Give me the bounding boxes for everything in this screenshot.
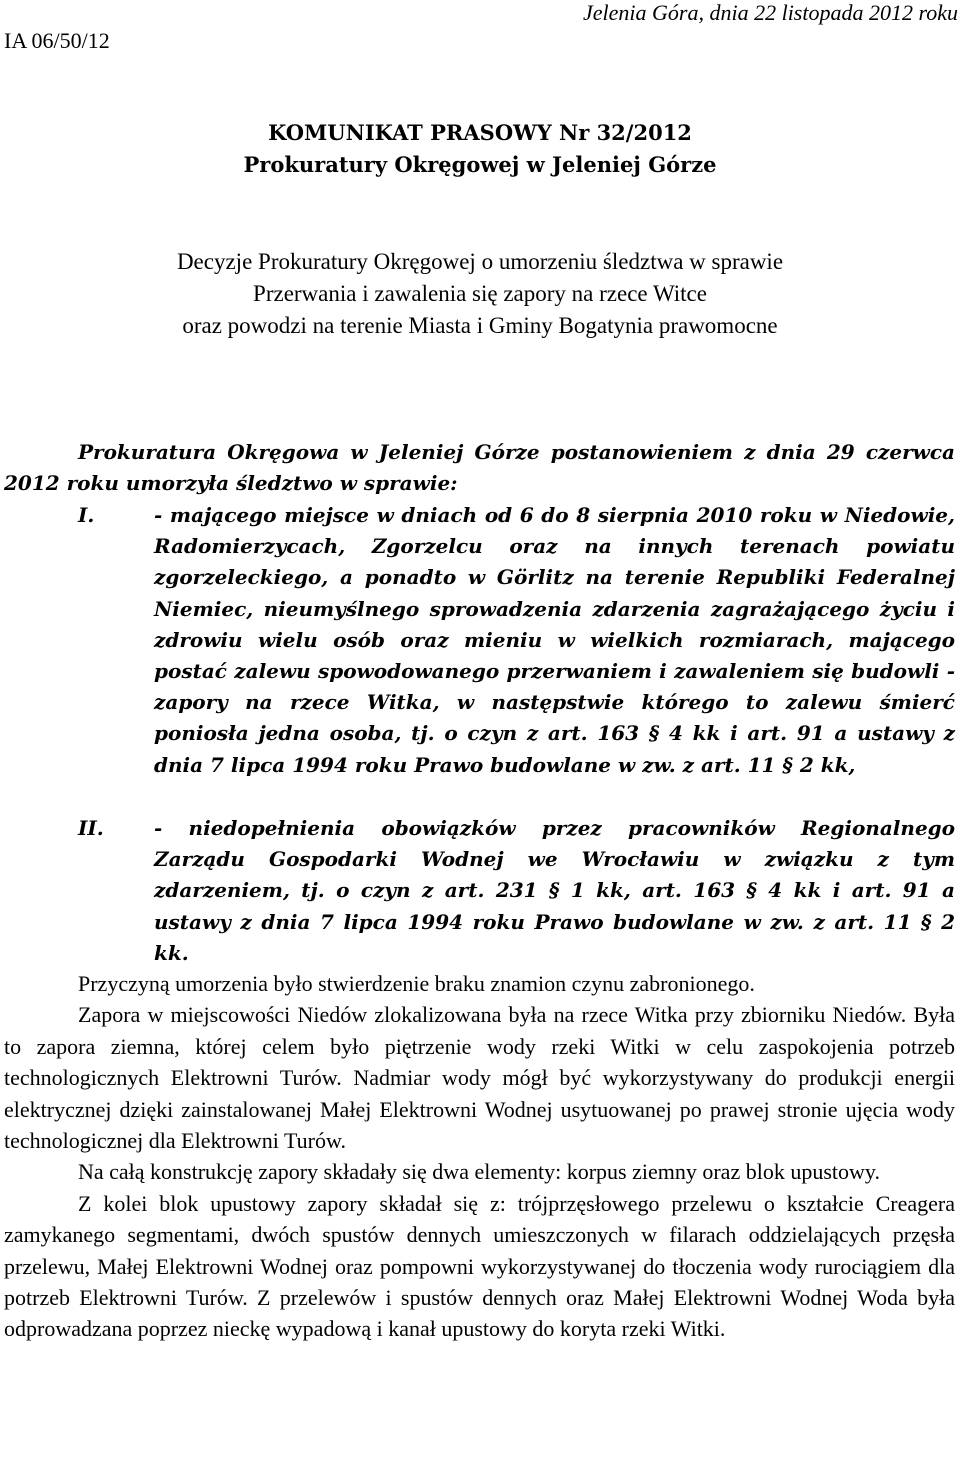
press-release-title — [0, 117, 960, 181]
intro-text: Prokuratura Okręgowa w Jeleniej Górze postanowieniem z dnia 29 czerwca 2012 roku umorzyła śledztwo w sprawie: — [4, 440, 955, 495]
paragraph: Zapora w miejscowości Niedów zlokalizowana była na rzece Witka przy zbiorniku Niedów. Była to zapora ziemna, której celem było piętrzenie wody rzeki Witki w celu zaspokojenia potrzeb technologicznych Elektrowni Turów. Nadmiar wody mógł być wykorzystywany do produkcji energii elektrycznej dzięki zainstalowanej Małej Elektrowni Wodnej usytuowanej po prawej stronie ujęcia wody technologicznej dla Elektrowni Turów. — [4, 1002, 955, 1154]
subject-heading — [0, 246, 960, 342]
title-line: KOMUNIKAT PRASOWY Nr 32/2012 — [268, 120, 692, 145]
item-text: - niedopełnienia obowiązków przez pracowników Regionalnego Zarządu Gospodarki Wodnej we Wrocławiu w związku z tym zdarzeniem, tj. o czyn z art. 231 § 1 kk, art. 163 § 4 kk i art. 91 a ustawy z dnia 7 lipca 1994 roku Prawo budowlane w zw. z art. 11 § 2 kk. — [154, 816, 955, 965]
reference-number: IA 06/50/12 — [4, 28, 110, 53]
subject-line: oraz powodzi na terenie Miasta i Gminy Bogatynia prawomocne — [182, 313, 778, 338]
place-and-date: Jelenia Góra, dnia 22 listopada 2012 roku — [583, 0, 958, 25]
item-number: I. — [78, 503, 95, 527]
body-text — [4, 968, 955, 1345]
item-number: II. — [78, 816, 104, 840]
paragraph: Przyczyną umorzenia było stwierdzenie braku znamion czynu zabronionego. — [78, 971, 755, 996]
paragraph: Na całą konstrukcję zapory składały się dwa elementy: korpus ziemny oraz blok upustowy. — [78, 1159, 880, 1185]
subject-line: Przerwania i zawalenia się zapory na rzece Witce — [253, 281, 707, 306]
subject-line: Decyzje Prokuratury Okręgowej o umorzeniu śledztwa w sprawie — [176, 249, 784, 274]
intro-paragraph — [4, 437, 955, 499]
paragraph: Z kolei blok upustowy zapory składał się z: trójprzęsłowego przelewu o kształcie Creagera zamykanego segmentami, dwóch spustów dennych umieszczonych w filarach oddzielających przęsła przelewu, Małej Elektrowni Wodnej oraz pompowni wykorzystywanej do tłoczenia wody rurociągiem dla potrzeb Elektrowni Turów. Z przelewów i spustów dennych oraz Małej Elektrowni Wodnej Woda była odprowadzana poprzez nieckę wypadową i kanał upustowy do koryta rzeki Witki. — [4, 1190, 955, 1342]
item-text: - mającego miejsce w dniach od 6 do 8 sierpnia 2010 roku w Niedowie, Radomierzycach, Zgorzelcu oraz na innych terenach powiatu zgorzeleckiego, a ponadto w Görlitz na terenie Republiki Federalnej Niemiec, nieumyślnego sprowadzenia zdarzenia zagrażającego życiu i zdrowiu wielu osób oraz mieniu w wielkich rozmiarach, mającego postać zalewu spowodowanego przerwaniem i zawaleniem się budowli - zapory na rzece Witka, w następstwie którego to zalewu śmierć poniosła jedna osoba, tj. o czyn z art. 163 § 4 kk i art. 91 a ustawy z dnia 7 lipca 1994 roku Prawo budowlane w zw. z art. 11 § 2 kk, — [154, 503, 955, 777]
title-line: Prokuratury Okręgowej w Jeleniej Górze — [243, 152, 717, 177]
